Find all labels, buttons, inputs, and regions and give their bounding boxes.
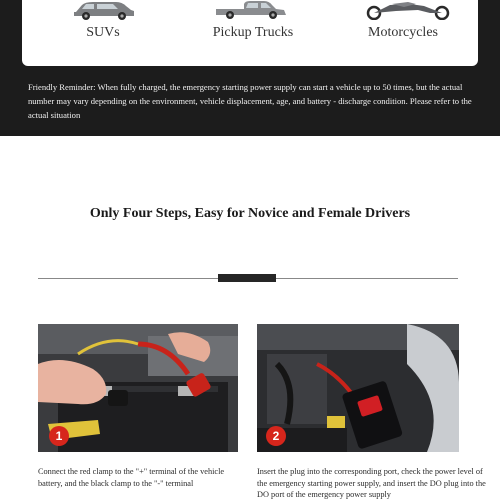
- step-2-badge: 2: [266, 426, 286, 446]
- vehicle-label-suvs: SUVs: [86, 25, 120, 40]
- vehicle-pickup: [188, 0, 318, 66]
- step-1-caption: Connect the red clamp to the "+" terminal of the vehicle battery, and the black clamp to the "-" terminal: [38, 467, 225, 488]
- friendly-reminder-text: Friendly Reminder: When fully charged, the emergency starting power supply can start a vehicle up to 50 times, but the actual number may vary depending on the environment, vehicle displacement, age, and battery - discharge condition. Please refer to the actual situation: [28, 82, 472, 120]
- step-2-caption: Insert the plug into the corresponding port, check the power level of the emergency starting power supply, and insert the DO plug into the DO port of the emergency power supply: [257, 467, 486, 499]
- step-1-badge: 1: [49, 426, 69, 446]
- steps-heading: Only Four Steps, Easy for Novice and Female Drivers: [89, 206, 411, 221]
- motorcycle-icon: [338, 0, 468, 20]
- vehicle-suv: [38, 0, 168, 66]
- vehicle-label-pickup-trucks: Pickup Trucks: [212, 25, 294, 40]
- pickup-truck-icon: [188, 0, 318, 20]
- divider-accent: [218, 274, 276, 282]
- suv-icon: [38, 0, 168, 20]
- vehicle-motorcycle: [338, 0, 468, 66]
- vehicle-type-card: [22, 0, 478, 66]
- power-supply-plug-photo: [257, 324, 459, 452]
- vehicle-label-motorcycles: Motorcycles: [368, 25, 438, 40]
- step-2-photo: [257, 324, 459, 452]
